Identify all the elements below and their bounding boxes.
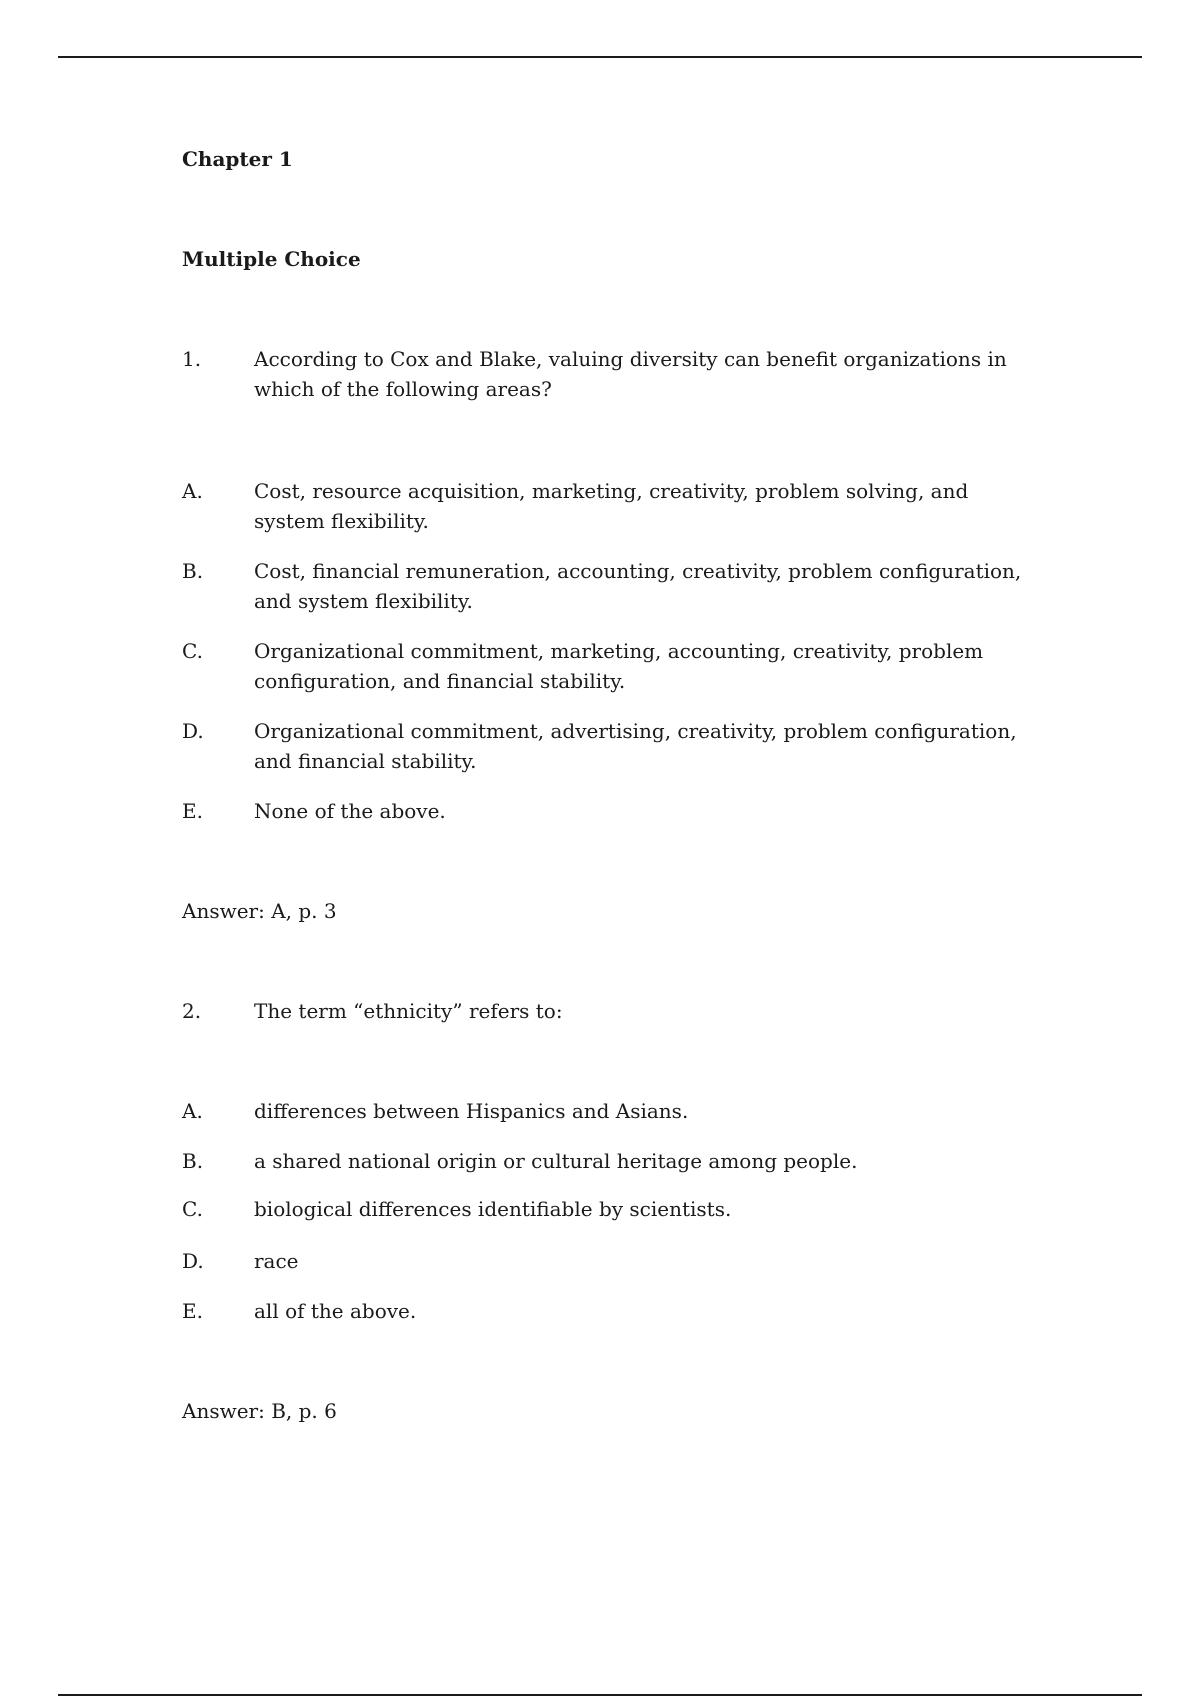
option-text: race	[254, 1249, 299, 1273]
question-number: 2.	[182, 999, 202, 1023]
answer-line: Answer: B, p. 6	[182, 1399, 337, 1423]
option-text: Organizational commitment, marketing, accounting, creativity, problem configuration, and financial stability.	[254, 639, 984, 693]
option-text: Organizational commitment, advertising, creativity, problem configuration, and financial stability.	[254, 719, 1017, 773]
top-rule	[58, 56, 1142, 58]
option-letter: A.	[182, 1099, 203, 1123]
option-letter: C.	[182, 639, 203, 663]
option-letter: B.	[182, 1149, 204, 1173]
bottom-rule	[58, 1694, 1142, 1696]
section-title: Multiple Choice	[182, 247, 361, 271]
option-text: all of the above.	[254, 1299, 417, 1323]
chapter-title: Chapter 1	[182, 147, 293, 171]
option-letter: D.	[182, 719, 204, 743]
option-text: differences between Hispanics and Asians.	[254, 1099, 689, 1123]
option-letter: B.	[182, 559, 204, 583]
option-letter: D.	[182, 1249, 204, 1273]
option-letter: E.	[182, 1299, 203, 1323]
question-text: The term “ethnicity” refers to:	[254, 999, 563, 1023]
option-text: Cost, resource acquisition, marketing, creativity, problem solving, and system flexibility.	[254, 479, 969, 533]
option-text: a shared national origin or cultural heritage among people.	[254, 1149, 858, 1173]
option-text: biological differences identifiable by scientists.	[254, 1197, 732, 1221]
option-letter: C.	[182, 1197, 203, 1221]
question-number: 1.	[182, 347, 202, 371]
question-text: According to Cox and Blake, valuing diversity can benefit organizations in which of the following areas?	[254, 347, 1007, 401]
option-letter: A.	[182, 479, 203, 503]
option-text: Cost, financial remuneration, accounting, creativity, problem configuration, and system flexibility.	[254, 559, 1022, 613]
option-letter: E.	[182, 799, 203, 823]
answer-line: Answer: A, p. 3	[182, 899, 337, 923]
option-text: None of the above.	[254, 799, 446, 823]
